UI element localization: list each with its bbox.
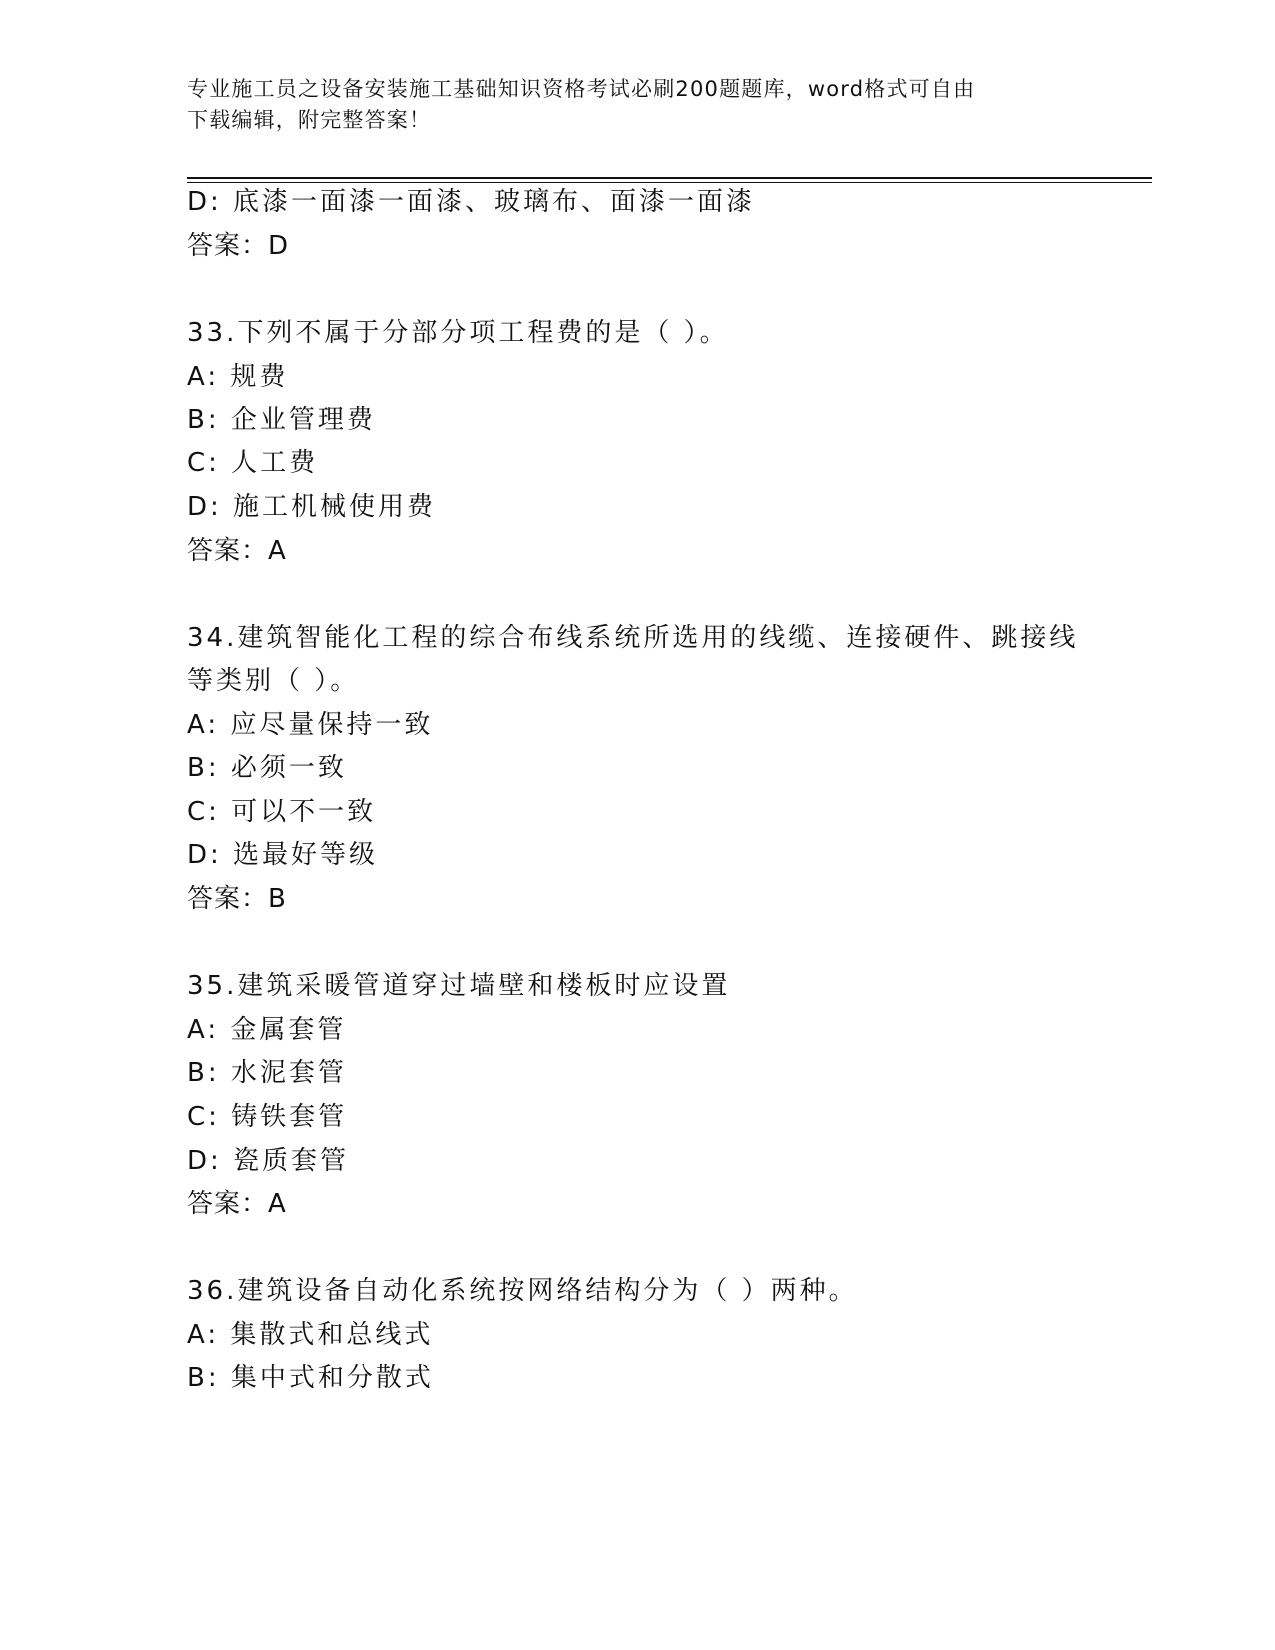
header-divider-thin — [187, 182, 1152, 183]
option-d-q35: D: 瓷质套管 — [187, 1146, 350, 1176]
question-33: 33.下列不属于分部分项工程费的是（ ）。 — [187, 318, 729, 348]
question-34-line-1: 34.建筑智能化工程的综合布线系统所选用的线缆、连接硬件、跳接线 — [187, 623, 1079, 653]
option-b-q35: B: 水泥套管 — [187, 1058, 347, 1088]
question-34-line-2: 等类别（ ）。 — [187, 666, 360, 696]
option-a-q35: A: 金属套管 — [187, 1015, 347, 1045]
option-a-q36: A: 集散式和总线式 — [187, 1320, 434, 1350]
option-c-q35: C: 铸铁套管 — [187, 1102, 348, 1132]
header-line-2: 下载编辑，附完整答案！ — [187, 108, 432, 132]
option-b-q34: B: 必须一致 — [187, 753, 347, 783]
answer-q32: 答案：D — [187, 231, 290, 261]
option-c-q33: C: 人工费 — [187, 448, 319, 478]
option-d-q34: D: 选最好等级 — [187, 840, 379, 870]
option-c-q34: C: 可以不一致 — [187, 797, 377, 827]
document-header — [187, 74, 1067, 136]
option-a-q33: A: 规费 — [187, 362, 289, 392]
header-line-1: 专业施工员之设备安装施工基础知识资格考试必刷200题题库，word格式可自由 — [187, 77, 976, 101]
option-a-q34: A: 应尽量保持一致 — [187, 710, 434, 740]
answer-q34: 答案：B — [187, 884, 287, 914]
answer-q33: 答案：A — [187, 536, 287, 566]
option-b-q36: B: 集中式和分散式 — [187, 1363, 434, 1393]
answer-q35: 答案：A — [187, 1189, 287, 1219]
question-36: 36.建筑设备自动化系统按网络结构分为（ ）两种。 — [187, 1276, 858, 1306]
question-35: 35.建筑采暖管道穿过墙壁和楼板时应设置 — [187, 971, 731, 1001]
option-d-q32: D: 底漆一面漆一面漆、玻璃布、面漆一面漆 — [187, 187, 756, 217]
option-d-q33: D: 施工机械使用费 — [187, 492, 437, 522]
header-divider-thick — [187, 177, 1152, 179]
option-b-q33: B: 企业管理费 — [187, 405, 376, 435]
